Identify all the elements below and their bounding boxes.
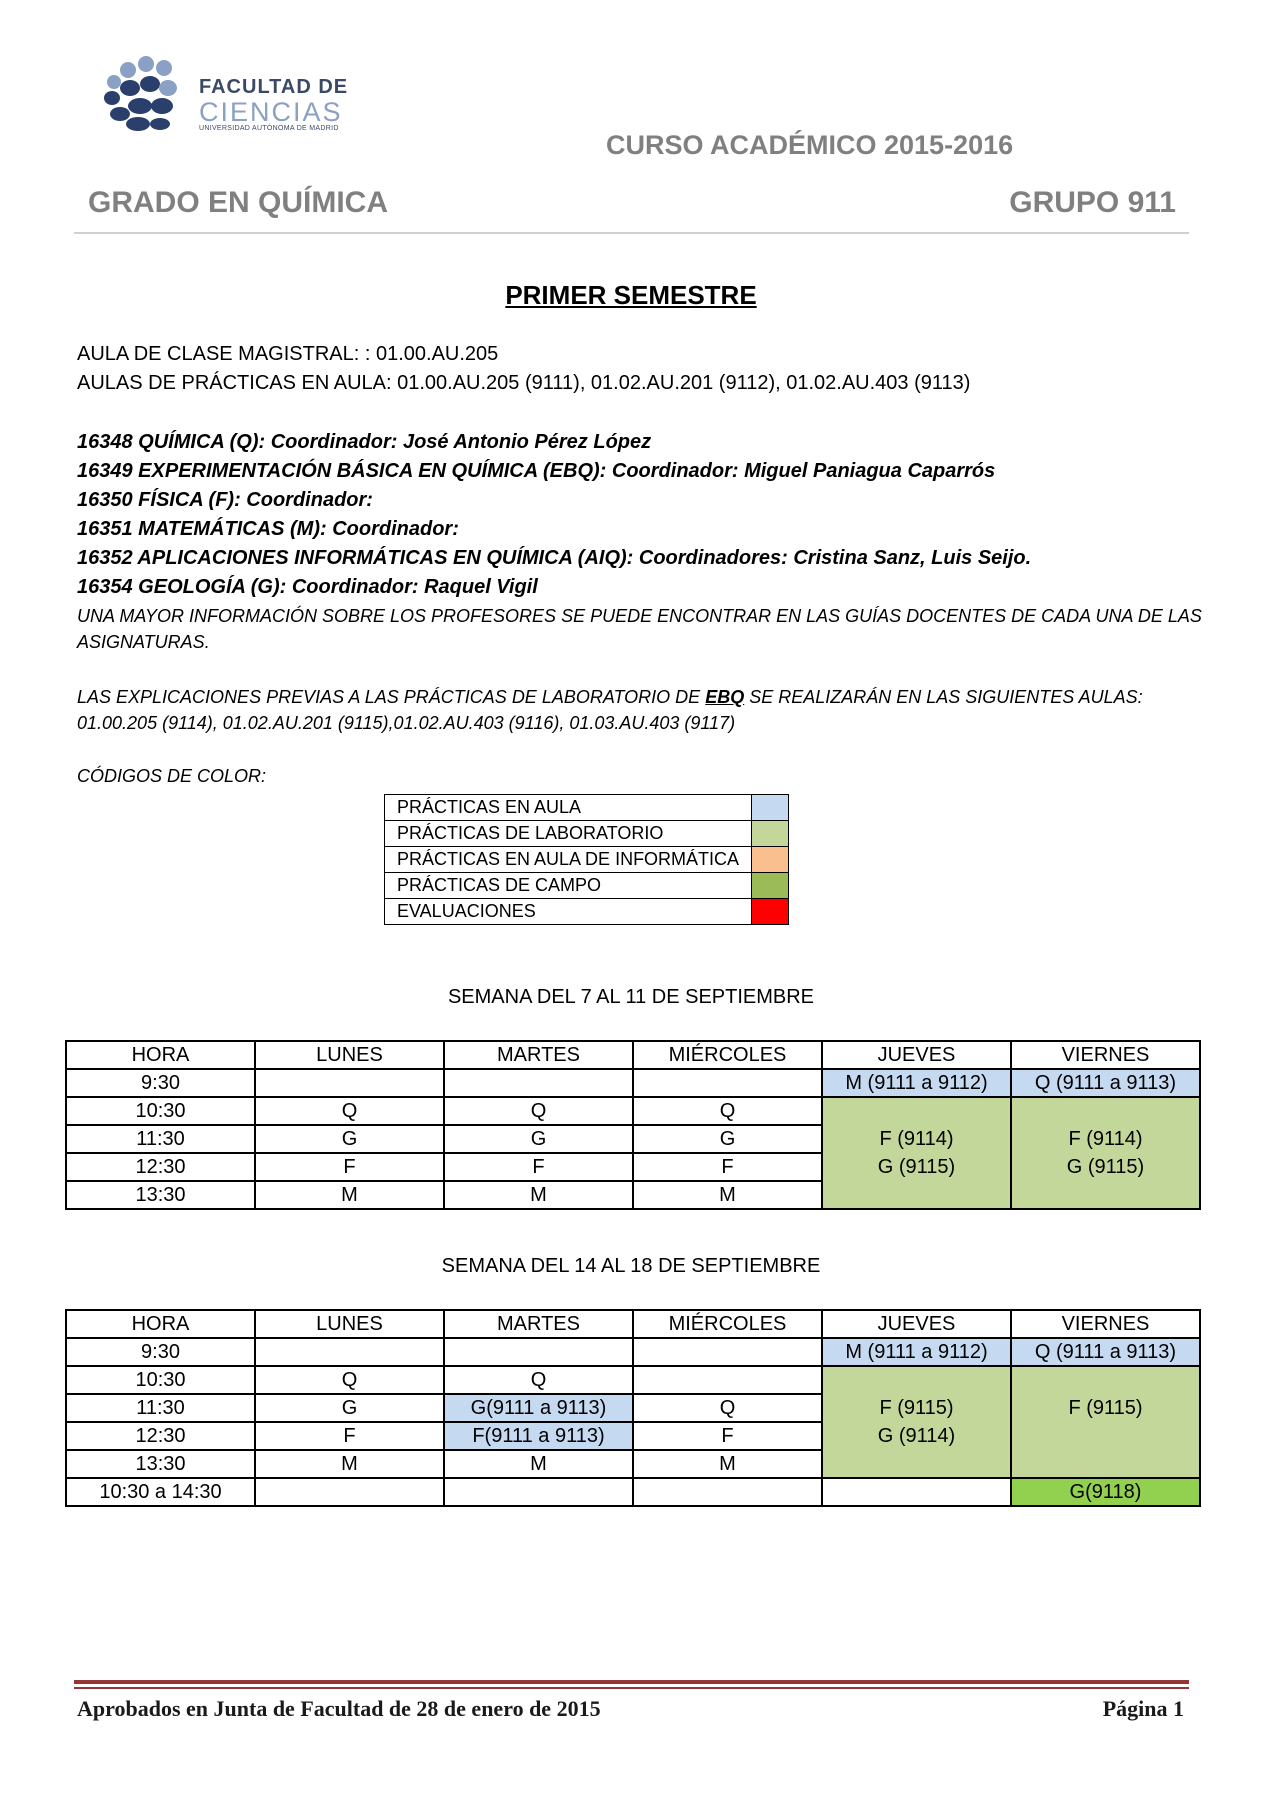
schedule-cell: M [444, 1181, 633, 1209]
table-row [66, 1097, 1200, 1125]
legend-row [385, 847, 789, 873]
schedule-cell [444, 1478, 633, 1506]
schedule-cell: G [255, 1394, 444, 1422]
lab-line: F (9114) [1068, 1128, 1143, 1150]
table-row [66, 1069, 1200, 1097]
aulas-practicas: AULAS DE PRÁCTICAS EN AULA: 01.00.AU.205 (9111), 01.02.AU.201 (9112), 01.02.AU.403 (9113) [77, 372, 971, 394]
logo-text [199, 76, 348, 132]
logo-line2: CIENCIAS [199, 97, 343, 127]
aula-magistral: AULA DE CLASE MAGISTRAL: : 01.00.AU.205 [77, 343, 499, 365]
field-practice-cell: G(9118) [1011, 1478, 1200, 1506]
schedule-cell: F [444, 1153, 633, 1181]
ebq-note-post: SE REALIZARÁN EN LAS SIGUIENTES AULAS: [744, 687, 1143, 707]
column-header: VIERNES [1011, 1041, 1200, 1069]
lab-line: G (9114) [877, 1425, 956, 1447]
schedule-cell: G [255, 1125, 444, 1153]
hour-cell: 13:30 [66, 1450, 255, 1478]
group-title: GRUPO 911 [1009, 186, 1176, 219]
color-codes-title: CÓDIGOS DE COLOR: [77, 766, 267, 786]
lab-line: F (9114) [879, 1128, 954, 1150]
legend-row [385, 899, 789, 925]
legend-swatch [752, 795, 789, 821]
column-header: MIÉRCOLES [633, 1041, 822, 1069]
schedule-cell: Q [444, 1366, 633, 1394]
schedule-cell [255, 1338, 444, 1366]
column-header: HORA [66, 1041, 255, 1069]
subject-item: 16348 QUÍMICA (Q): Coordinador: José Antonio Pérez López [77, 431, 652, 453]
lab-cell [1011, 1366, 1200, 1478]
column-header: MIÉRCOLES [633, 1310, 822, 1338]
schedule-cell: Q [633, 1394, 822, 1422]
legend-label: EVALUACIONES [385, 899, 752, 925]
ebq-note-line2: 01.00.205 (9114), 01.02.AU.201 (9115),01.02.AU.403 (9116), 01.03.AU.403 (9117) [77, 713, 736, 733]
semester-title: PRIMER SEMESTRE [505, 280, 757, 310]
hour-cell: 9:30 [66, 1069, 255, 1097]
subject-item: 16349 EXPERIMENTACIÓN BÁSICA EN QUÍMICA (EBQ): Coordinador: Miguel Paniagua Caparrós [77, 460, 996, 482]
hour-cell: 13:30 [66, 1181, 255, 1209]
schedule-cell: F(9111 a 9113) [444, 1422, 633, 1450]
ebq-note-pre: LAS EXPLICACIONES PREVIAS A LAS PRÁCTICAS DE LABORATORIO DE [77, 687, 706, 707]
column-header: HORA [66, 1310, 255, 1338]
column-header: LUNES [255, 1041, 444, 1069]
column-header: MARTES [444, 1041, 633, 1069]
schedule-cell: M (9111 a 9112) [822, 1338, 1011, 1366]
legend-swatch [752, 821, 789, 847]
column-header: VIERNES [1011, 1310, 1200, 1338]
legend-row [385, 821, 789, 847]
legend-label: PRÁCTICAS DE LABORATORIO [385, 821, 752, 847]
hour-cell: 12:30 [66, 1422, 255, 1450]
footer-rule [74, 1680, 1189, 1684]
lab-line: F (9115) [1068, 1396, 1143, 1419]
hour-cell: 10:30 [66, 1366, 255, 1394]
legend-label: PRÁCTICAS DE CAMPO [385, 873, 752, 899]
schedule-cell: M (9111 a 9112) [822, 1069, 1011, 1097]
ebq-note-em: EBQ [705, 687, 745, 707]
header-divider [74, 232, 1189, 234]
schedule-cell [255, 1478, 444, 1506]
table-header-row [66, 1041, 1200, 1069]
table-row [66, 1366, 1200, 1394]
hour-cell: 10:30 a 14:30 [66, 1478, 255, 1506]
schedule-cell: Q [444, 1097, 633, 1125]
lab-line: G (9115) [1066, 1156, 1145, 1178]
page-number: Página 1 [1102, 1696, 1184, 1721]
schedule-cell: M [633, 1181, 822, 1209]
schedule-cell: Q (9111 a 9113) [1011, 1069, 1200, 1097]
schedule-cell [633, 1069, 822, 1097]
schedule-cell [633, 1478, 822, 1506]
column-header: JUEVES [822, 1041, 1011, 1069]
hour-cell: 12:30 [66, 1153, 255, 1181]
schedule-cell: G [444, 1125, 633, 1153]
logo-line3: UNIVERSIDAD AUTÓNOMA DE MADRID [199, 125, 339, 132]
hour-cell: 11:30 [66, 1125, 255, 1153]
schedule-cell: M [255, 1450, 444, 1478]
schedule-cell [255, 1069, 444, 1097]
lab-line: G (9115) [877, 1156, 956, 1178]
table-row [66, 1338, 1200, 1366]
column-header: LUNES [255, 1310, 444, 1338]
schedule-cell [822, 1478, 1011, 1506]
hour-cell: 9:30 [66, 1338, 255, 1366]
footer-approval-text: Aprobados en Junta de Facultad de 28 de enero de 2015 [77, 1696, 601, 1721]
schedule-cell: F [633, 1422, 822, 1450]
professors-note-line2: ASIGNATURAS. [77, 632, 210, 652]
column-header: JUEVES [822, 1310, 1011, 1338]
legend-swatch [752, 847, 789, 873]
schedule-cell: M [255, 1181, 444, 1209]
degree-title: GRADO EN QUÍMICA [88, 186, 388, 219]
week2-schedule-table [65, 1309, 1201, 1507]
academic-year: CURSO ACADÉMICO 2015-2016 [606, 130, 1014, 160]
schedule-cell: Q (9111 a 9113) [1011, 1338, 1200, 1366]
legend-swatch [752, 873, 789, 899]
logo-line1: FACULTAD DE [199, 76, 349, 98]
column-header: MARTES [444, 1310, 633, 1338]
schedule-cell: Q [633, 1097, 822, 1125]
schedule-cell: M [633, 1450, 822, 1478]
color-legend-table [384, 794, 789, 925]
schedule-cell: F [255, 1422, 444, 1450]
lab-cell [822, 1366, 1011, 1478]
schedule-cell: G [633, 1125, 822, 1153]
schedule-cell [444, 1069, 633, 1097]
subject-item: 16354 GEOLOGÍA (G): Coordinador: Raquel Vigil [77, 576, 538, 598]
schedule-cell: G(9111 a 9113) [444, 1394, 633, 1422]
schedule-cell [633, 1338, 822, 1366]
lab-cell [822, 1097, 1011, 1209]
subject-item: 16350 FÍSICA (F): Coordinador: [77, 489, 373, 511]
logo-dots-icon [104, 56, 177, 131]
schedule-cell: M [444, 1450, 633, 1478]
schedule-cell: Q [255, 1097, 444, 1125]
lab-cell [1011, 1097, 1200, 1209]
lab-line: F (9115) [879, 1397, 954, 1419]
legend-row [385, 795, 789, 821]
subject-item: 16351 MATEMÁTICAS (M): Coordinador: [77, 518, 459, 540]
table-header-row [66, 1310, 1200, 1338]
professors-note-line1: UNA MAYOR INFORMACIÓN SOBRE LOS PROFESORES SE PUEDE ENCONTRAR EN LAS GUÍAS DOCENTES DE CADA UNA DE LAS [77, 606, 1202, 626]
table-row [66, 1478, 1200, 1506]
legend-row [385, 873, 789, 899]
hour-cell: 11:30 [66, 1394, 255, 1422]
week2-title: SEMANA DEL 14 AL 18 DE SEPTIEMBRE [441, 1255, 821, 1277]
legend-label: PRÁCTICAS EN AULA DE INFORMÁTICA [385, 847, 752, 873]
footer-rule-thin [74, 1687, 1189, 1689]
subject-item: 16352 APLICACIONES INFORMÁTICAS EN QUÍMICA (AIQ): Coordinadores: Cristina Sanz, Luis Seijo. [77, 547, 1032, 569]
legend-label: PRÁCTICAS EN AULA [385, 795, 752, 821]
ebq-note-line1 [77, 687, 1143, 708]
schedule-cell: F [633, 1153, 822, 1181]
schedule-cell: Q [255, 1366, 444, 1394]
schedule-cell [633, 1366, 822, 1394]
week1-schedule-table [65, 1040, 1201, 1210]
hour-cell: 10:30 [66, 1097, 255, 1125]
schedule-cell: F [255, 1153, 444, 1181]
legend-swatch [752, 899, 789, 925]
week1-title: SEMANA DEL 7 AL 11 DE SEPTIEMBRE [447, 986, 815, 1008]
schedule-cell [444, 1338, 633, 1366]
